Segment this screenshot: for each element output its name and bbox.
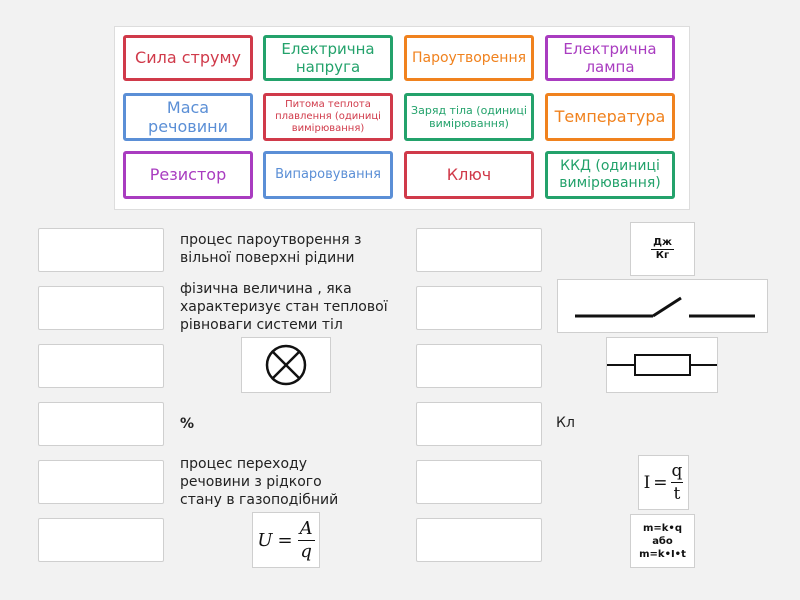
mass-formula-card (630, 514, 695, 568)
voltage-formula-den: q (300, 540, 312, 562)
tile-temperatura[interactable]: Температура (545, 93, 675, 141)
tile-rezystor[interactable]: Резистор (123, 151, 253, 199)
description-paroutvorennia: процес переходу речовини з рідкого стану в газоподібний (180, 456, 339, 508)
tile-masa-rechovyny[interactable]: Маса речовини (123, 93, 253, 141)
drop-slot-left-2[interactable] (38, 286, 164, 330)
drop-slot-left-3[interactable] (38, 344, 164, 388)
drop-slot-right-4[interactable] (416, 402, 542, 446)
tile-elektrychna-lampa[interactable]: Електрична лампа (545, 35, 675, 81)
unit-fraction-card (630, 222, 695, 276)
tile-kliuch[interactable]: Ключ (404, 151, 534, 199)
mass-formula-line-3: m=k•I•t (639, 548, 686, 560)
resistor-symbol-card (606, 337, 718, 393)
mass-formula-line-1: m=k•q (642, 522, 682, 534)
current-formula-num: q (671, 461, 683, 481)
unit-fraction (651, 237, 674, 262)
tile-sila-strumu[interactable]: Сила струму (123, 35, 253, 81)
drop-slot-right-1[interactable] (416, 228, 542, 272)
voltage-formula-lhs: U (257, 529, 273, 551)
drop-slot-left-1[interactable] (38, 228, 164, 272)
lamp-symbol-card (241, 337, 331, 393)
drop-slot-right-6[interactable] (416, 518, 542, 562)
current-formula-card (638, 455, 689, 510)
current-formula-lhs: I (643, 472, 651, 493)
drop-slot-left-6[interactable] (38, 518, 164, 562)
resistor-symbol-icon (607, 345, 717, 385)
drop-slot-left-5[interactable] (38, 460, 164, 504)
tile-kkd[interactable]: ККД (одиниці вимірювання) (545, 151, 675, 199)
drop-slot-right-3[interactable] (416, 344, 542, 388)
current-formula: I = $\frac{q}{t}$ (643, 461, 683, 504)
tile-zariad-tila[interactable]: Заряд тіла (одиниці вимірювання) (404, 93, 534, 141)
mass-formula (639, 522, 686, 561)
description-percent: % (180, 416, 195, 432)
switch-symbol-icon (563, 286, 763, 326)
tile-elektrychna-napruga[interactable]: Електрична напруга (263, 35, 393, 81)
unit-fraction-den: Кг (655, 249, 670, 261)
voltage-formula: U = $\frac{A}{q}$ (257, 517, 313, 562)
description-vyparovuvannia: процес пароутворення з вільної поверхні рідини (180, 232, 362, 266)
mass-formula-line-2: або (652, 535, 673, 547)
answer-bank (114, 26, 690, 210)
voltage-formula-card (252, 512, 320, 568)
drop-slot-right-2[interactable] (416, 286, 542, 330)
unit-fraction-num: Дж (653, 236, 672, 248)
drop-slot-left-4[interactable] (38, 402, 164, 446)
tile-paroutvorennia[interactable]: Пароутворення (404, 35, 534, 81)
tile-vyparovuvannia[interactable]: Випаровування (263, 151, 393, 199)
voltage-formula-num: A (299, 517, 313, 539)
current-formula-den: t (673, 484, 681, 504)
lamp-symbol-icon (264, 343, 308, 387)
description-temperatura: фізична величина , яка характеризує стан теплової рівноваги системи тіл (180, 281, 388, 333)
switch-symbol-card (557, 279, 768, 333)
tile-pytoma-teplota[interactable]: Питома теплота плавлення (одиниці вимірювання) (263, 93, 393, 141)
description-kl: Кл (556, 415, 575, 431)
drop-slot-right-5[interactable] (416, 460, 542, 504)
